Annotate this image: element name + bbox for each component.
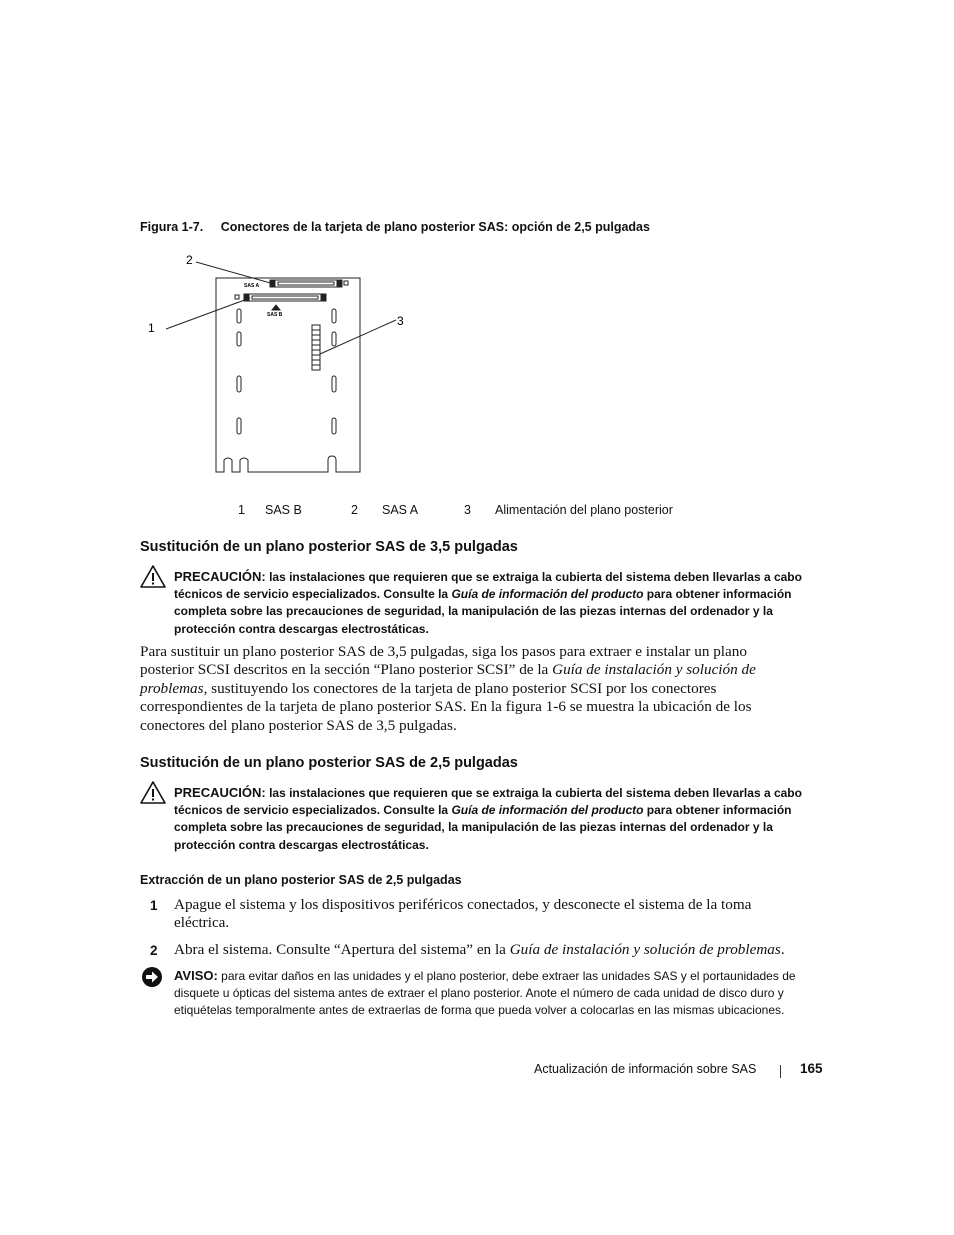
step-number-2: 2 <box>150 943 158 958</box>
board-label-sas-b: SAS B <box>267 312 283 318</box>
caution-lead: PRECAUCIÓN: <box>174 569 266 584</box>
section-heading-3-5: Sustitución de un plano posterior SAS de 3,5 pulgadas <box>140 539 518 555</box>
footer-separator <box>780 1065 781 1078</box>
figure-caption <box>140 220 650 234</box>
callout-3: 3 <box>397 314 404 328</box>
callout-3-leader <box>320 320 396 354</box>
caution-note-1 <box>174 568 814 638</box>
step-2-italic: Guía de instalación y solución de problemas <box>509 941 781 958</box>
callout-1: 1 <box>148 321 155 335</box>
callout-2-leader <box>196 262 274 284</box>
step-2-text-end: . <box>780 941 785 958</box>
legend-label-2: SAS A <box>382 503 419 517</box>
legend-num-2: 2 <box>351 503 358 517</box>
paragraph-text: Para sustituir un plano posterior SAS de 3,5 pulgadas, siga los pasos para extraer e instalar un plano posterior SCSI descritos en la sección “Plano posterior SCSI” de la <box>140 643 747 679</box>
caution-note-2 <box>174 784 814 854</box>
paragraph-italic: Guía de instalación y solución de problemas <box>140 661 756 697</box>
caution-italic: Guía de información del producto <box>451 803 644 818</box>
warning-icon <box>140 565 166 588</box>
caution-lead: PRECAUCIÓN: <box>174 785 266 800</box>
caution-italic: Guía de información del producto <box>451 587 644 602</box>
body-paragraph <box>140 643 790 735</box>
notice-note <box>174 967 814 1020</box>
backplane-figure <box>140 250 440 480</box>
notice-icon <box>141 966 163 988</box>
power-connector <box>312 325 320 370</box>
step-2-text: Abra el sistema. Consulte “Apertura del sistema” en la <box>174 941 510 958</box>
legend-label-3: Alimentación del plano posterior <box>495 503 673 517</box>
subsection-heading: Extracción de un plano posterior SAS de 2,5 pulgadas <box>140 873 462 887</box>
warning-icon <box>140 781 166 804</box>
step-number-1: 1 <box>150 898 158 913</box>
step-text-1: Apague el sistema y los dispositivos periféricos conectados, y desconecte el sistema de la toma eléctrica. <box>174 896 752 932</box>
backplane-board-outline <box>216 278 360 472</box>
figure-title: Conectores de la tarjeta de plano posterior SAS: opción de 2,5 pulgadas <box>220 220 650 234</box>
footer-section-title: Actualización de información sobre SAS <box>534 1062 757 1076</box>
figure-number: Figura 1-7. <box>140 220 204 234</box>
callout-2: 2 <box>186 253 193 267</box>
caution-text-end: para obtener información completa sobre las precauciones de seguridad, la manipulación de las piezas internas del ordenador y la protección contra descargas electrostáticas. <box>174 587 792 636</box>
legend-num-3: 3 <box>464 503 471 517</box>
section-heading-2-5: Sustitución de un plano posterior SAS de 2,5 pulgadas <box>140 755 518 771</box>
legend-label-1: SAS B <box>265 503 302 517</box>
step-text-2 <box>174 941 794 959</box>
caution-text-end: para obtener información completa sobre las precauciones de seguridad, la manipulación de las piezas internas del ordenador y la protección contra descargas electrostáticas. <box>174 803 792 852</box>
paragraph-text-end: , sustituyendo los conectores de la tarjeta de plano posterior SCSI por los conectores correspondientes de la tarjeta de plano posterior SAS. En la figura 1-6 se muestra la ubicación de los conectores del plano posterior SAS de 3,5 pulgadas. <box>140 679 752 734</box>
caution-text: las instalaciones que requieren que se extraiga la cubierta del sistema deben llevarlas a cabo técnicos de servicio especializados. Consulte la <box>174 786 802 818</box>
page-number: 165 <box>800 1061 823 1076</box>
legend-num-1: 1 <box>238 503 245 517</box>
board-label-sas-a: SAS A <box>244 283 260 289</box>
notice-text: para evitar daños en las unidades y el plano posterior, debe extraer las unidades SAS y el portaunidades de disquete u ópticas del sistema antes de extraer el plano posterior. Anote el número de cada unidad de disco duro y etiquételas temporalmente antes de extraerlas de forma que pueda volver a colocarlas en las mismas ubicaciones. <box>174 969 796 1018</box>
caution-text: las instalaciones que requieren que se extraiga la cubierta del sistema deben llevarlas a cabo técnicos de servicio especializados. Consulte la <box>174 570 802 602</box>
notice-lead: AVISO: <box>174 968 218 983</box>
